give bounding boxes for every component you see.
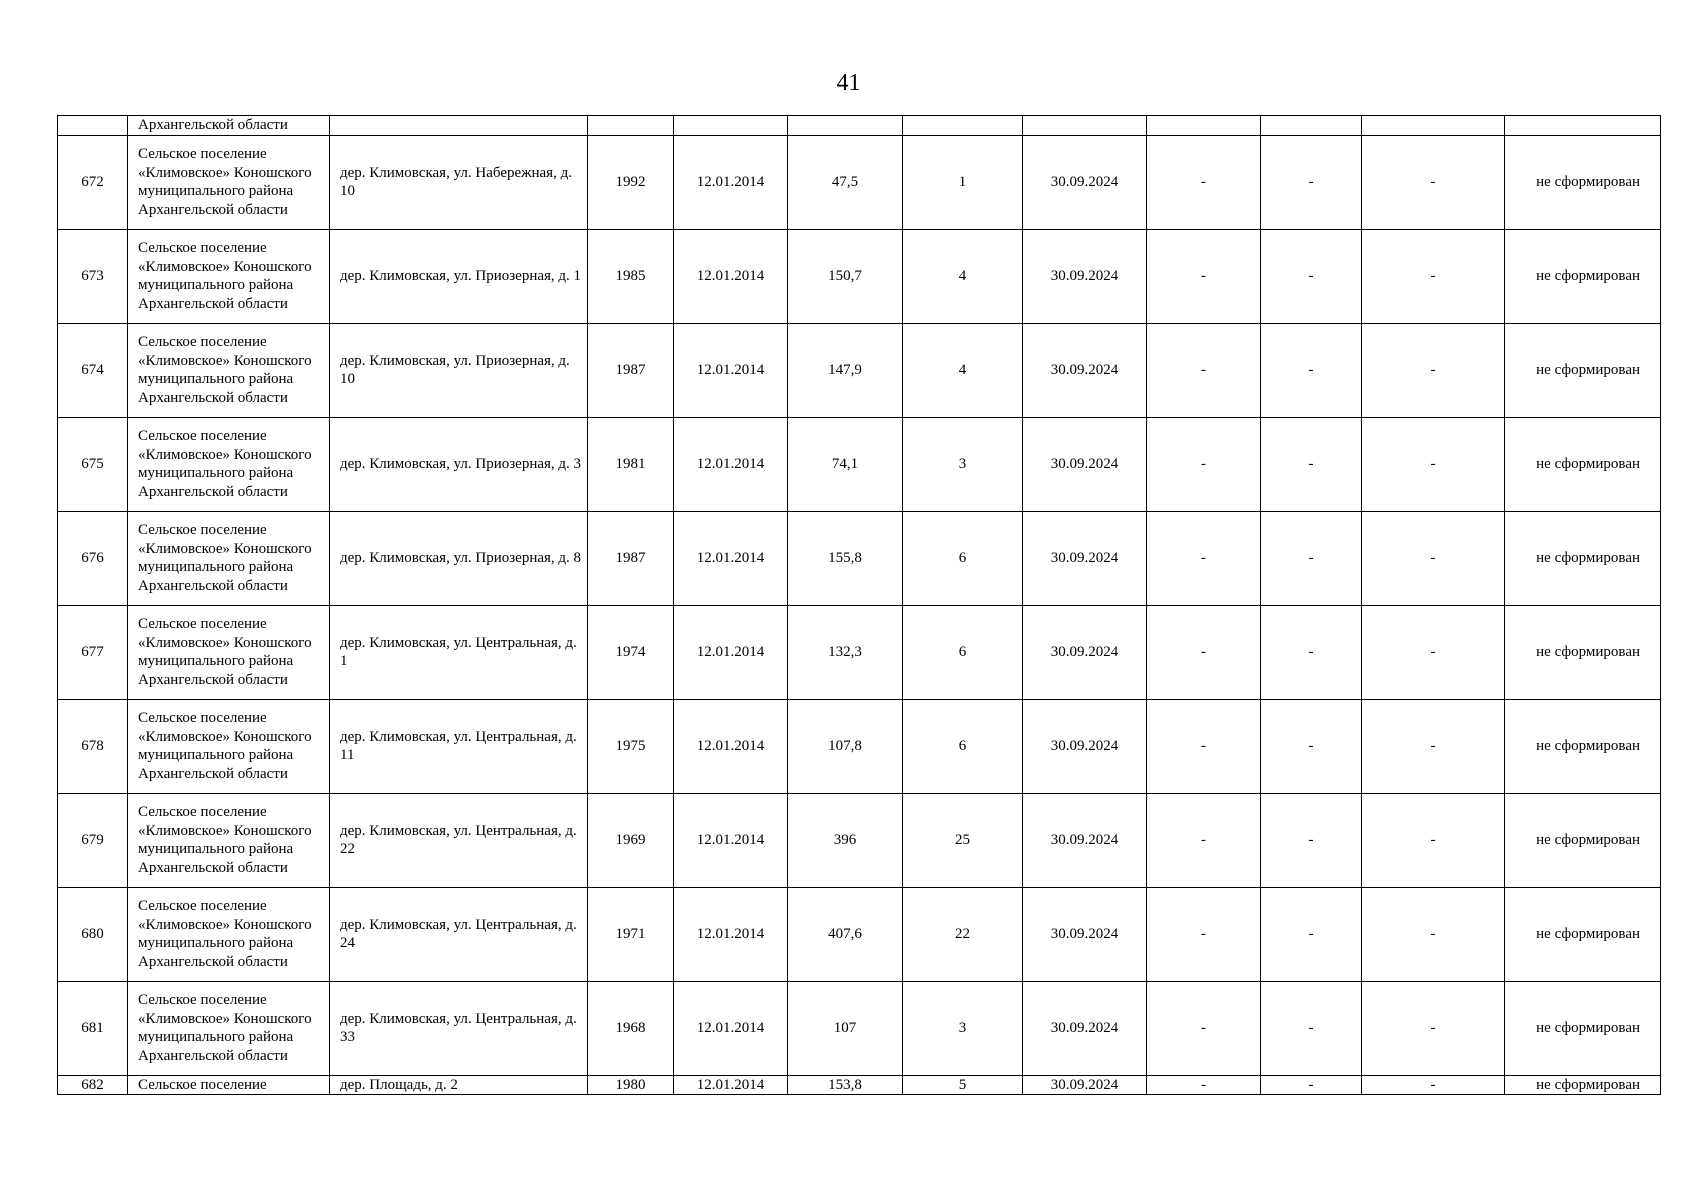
- cell-plan-date: 30.09.2024: [1023, 1075, 1147, 1095]
- table-row: [58, 417, 1661, 511]
- cell-municipality: Сельское поселение: [128, 1075, 330, 1095]
- continued-row: [58, 116, 1661, 136]
- cell-address: дер. Климовская, ул. Центральная, д. 24: [330, 887, 588, 981]
- cell-year: 1971: [588, 887, 674, 981]
- cell-col11: -: [1362, 1075, 1505, 1095]
- cell-plan-date: 30.09.2024: [1023, 793, 1147, 887]
- cell-col10: -: [1261, 699, 1362, 793]
- cell-col9: -: [1147, 699, 1261, 793]
- cell-col11: -: [1362, 323, 1505, 417]
- cell-year: 1992: [588, 135, 674, 229]
- cell-col9: -: [1147, 887, 1261, 981]
- cell-num: 676: [58, 511, 128, 605]
- cell-municipality: Сельское поселение «Климовское» Коношского муниципального района Архангельской области: [128, 323, 330, 417]
- cell-col9: -: [1147, 511, 1261, 605]
- cell-area: 132,3: [788, 605, 903, 699]
- cell-col9: -: [1147, 229, 1261, 323]
- cell-status: не сформирован: [1505, 417, 1661, 511]
- cell-col10: -: [1261, 981, 1362, 1075]
- cell-col9: -: [1147, 793, 1261, 887]
- cell-address: дер. Климовская, ул. Приозерная, д. 8: [330, 511, 588, 605]
- cell-address: дер. Климовская, ул. Центральная, д. 33: [330, 981, 588, 1075]
- cell-residents: 3: [903, 981, 1023, 1075]
- cell-col9: -: [1147, 135, 1261, 229]
- cell-residents: 6: [903, 699, 1023, 793]
- table-row: [58, 511, 1661, 605]
- cell-date: 12.01.2014: [674, 417, 788, 511]
- cell-residents: 3: [903, 417, 1023, 511]
- cell-col9: -: [1147, 417, 1261, 511]
- cell-area: 396: [788, 793, 903, 887]
- cell-year: 1969: [588, 793, 674, 887]
- cell-col10: -: [1261, 605, 1362, 699]
- cell-municipality: Сельское поселение «Климовское» Коношского муниципального района Архангельской области: [128, 135, 330, 229]
- table-row: [58, 887, 1661, 981]
- cell-address: дер. Площадь, д. 2: [330, 1075, 588, 1095]
- cell-year: 1974: [588, 605, 674, 699]
- cell-date: 12.01.2014: [674, 323, 788, 417]
- cell-municipality: Сельское поселение «Климовское» Коношского муниципального района Архангельской области: [128, 793, 330, 887]
- cell-municipality: Сельское поселение «Климовское» Коношского муниципального района Архангельской области: [128, 229, 330, 323]
- cell-num: [58, 116, 128, 136]
- table-row: [58, 135, 1661, 229]
- cell-area: 147,9: [788, 323, 903, 417]
- cell-year: 1968: [588, 981, 674, 1075]
- cell-col11: -: [1362, 135, 1505, 229]
- cell-num: 679: [58, 793, 128, 887]
- cell-col10: -: [1261, 323, 1362, 417]
- cell-year: 1975: [588, 699, 674, 793]
- table-row: [58, 1075, 1661, 1095]
- cell-address: дер. Климовская, ул. Приозерная, д. 10: [330, 323, 588, 417]
- cell-area: 153,8: [788, 1075, 903, 1095]
- cell-status: не сформирован: [1505, 605, 1661, 699]
- cell-status: не сформирован: [1505, 699, 1661, 793]
- cell-year: 1985: [588, 229, 674, 323]
- cell-municipality: Сельское поселение «Климовское» Коношского муниципального района Архангельской области: [128, 981, 330, 1075]
- cell-col11: -: [1362, 229, 1505, 323]
- cell-plan-date: 30.09.2024: [1023, 229, 1147, 323]
- cell-municipality: Сельское поселение «Климовское» Коношского муниципального района Архангельской области: [128, 511, 330, 605]
- cell-status: не сформирован: [1505, 135, 1661, 229]
- cell-num: 678: [58, 699, 128, 793]
- cell-status: не сформирован: [1505, 511, 1661, 605]
- table-row: [58, 793, 1661, 887]
- cell-col10: -: [1261, 1075, 1362, 1095]
- cell-residents: 4: [903, 229, 1023, 323]
- cell-area: 74,1: [788, 417, 903, 511]
- cell-num: 681: [58, 981, 128, 1075]
- table-row: [58, 229, 1661, 323]
- cell-col11: -: [1362, 981, 1505, 1075]
- cell-area: 47,5: [788, 135, 903, 229]
- cell-status: не сформирован: [1505, 887, 1661, 981]
- cell-residents: 5: [903, 1075, 1023, 1095]
- cell-plan-date: 30.09.2024: [1023, 511, 1147, 605]
- cell-plan-date: 30.09.2024: [1023, 981, 1147, 1075]
- cell-date: 12.01.2014: [674, 699, 788, 793]
- cell-num: 682: [58, 1075, 128, 1095]
- cell-address: дер. Климовская, ул. Центральная, д. 22: [330, 793, 588, 887]
- cell-plan-date: 30.09.2024: [1023, 699, 1147, 793]
- cell-address: дер. Климовская, ул. Центральная, д. 1: [330, 605, 588, 699]
- cell-address: дер. Климовская, ул. Приозерная, д. 1: [330, 229, 588, 323]
- cell-residents: 25: [903, 793, 1023, 887]
- cell-residents: 6: [903, 511, 1023, 605]
- table-row: [58, 323, 1661, 417]
- cell-date: 12.01.2014: [674, 511, 788, 605]
- cell-col10: -: [1261, 229, 1362, 323]
- cell-plan-date: 30.09.2024: [1023, 135, 1147, 229]
- cell-area: 107,8: [788, 699, 903, 793]
- cell-col9: -: [1147, 1075, 1261, 1095]
- cell-num: 675: [58, 417, 128, 511]
- cell-col11: -: [1362, 605, 1505, 699]
- table-row: [58, 605, 1661, 699]
- cell-residents: 1: [903, 135, 1023, 229]
- table-row: [58, 699, 1661, 793]
- cell-col10: -: [1261, 887, 1362, 981]
- cell-col11: -: [1362, 699, 1505, 793]
- cell-municipality: Сельское поселение «Климовское» Коношского муниципального района Архангельской области: [128, 417, 330, 511]
- cell-status: не сформирован: [1505, 981, 1661, 1075]
- cell-col10: -: [1261, 511, 1362, 605]
- cell-col10: -: [1261, 417, 1362, 511]
- housing-registry-table: [57, 115, 1661, 1095]
- cell-year: 1981: [588, 417, 674, 511]
- cell-plan-date: 30.09.2024: [1023, 605, 1147, 699]
- cell-plan-date: 30.09.2024: [1023, 323, 1147, 417]
- cell-date: 12.01.2014: [674, 887, 788, 981]
- cell-col9: -: [1147, 981, 1261, 1075]
- cell-num: 674: [58, 323, 128, 417]
- cell-municipality: Архангельской области: [128, 116, 330, 136]
- page-number: 41: [836, 70, 861, 96]
- cell-date: 12.01.2014: [674, 605, 788, 699]
- cell-num: 677: [58, 605, 128, 699]
- table-row: [58, 981, 1661, 1075]
- cell-status: не сформирован: [1505, 229, 1661, 323]
- cell-area: 407,6: [788, 887, 903, 981]
- cell-col11: -: [1362, 417, 1505, 511]
- cell-municipality: Сельское поселение «Климовское» Коношского муниципального района Архангельской области: [128, 887, 330, 981]
- cell-col11: -: [1362, 887, 1505, 981]
- cell-municipality: Сельское поселение «Климовское» Коношского муниципального района Архангельской области: [128, 699, 330, 793]
- cell-col11: -: [1362, 793, 1505, 887]
- cell-status: не сформирован: [1505, 793, 1661, 887]
- cell-date: 12.01.2014: [674, 1075, 788, 1095]
- cell-year: 1987: [588, 511, 674, 605]
- cell-col10: -: [1261, 135, 1362, 229]
- cell-date: 12.01.2014: [674, 229, 788, 323]
- cell-status: не сформирован: [1505, 323, 1661, 417]
- cell-plan-date: 30.09.2024: [1023, 887, 1147, 981]
- cell-col11: -: [1362, 511, 1505, 605]
- cell-date: 12.01.2014: [674, 793, 788, 887]
- cell-date: 12.01.2014: [674, 981, 788, 1075]
- cell-plan-date: 30.09.2024: [1023, 417, 1147, 511]
- cell-area: 155,8: [788, 511, 903, 605]
- cell-date: 12.01.2014: [674, 135, 788, 229]
- cell-col10: -: [1261, 793, 1362, 887]
- cell-num: 680: [58, 887, 128, 981]
- cell-municipality: Сельское поселение «Климовское» Коношского муниципального района Архангельской области: [128, 605, 330, 699]
- cell-residents: 6: [903, 605, 1023, 699]
- cell-residents: 4: [903, 323, 1023, 417]
- cell-col9: -: [1147, 605, 1261, 699]
- cell-address: дер. Климовская, ул. Центральная, д. 11: [330, 699, 588, 793]
- cell-status: не сформирован: [1505, 1075, 1661, 1095]
- cell-area: 107: [788, 981, 903, 1075]
- cell-year: 1980: [588, 1075, 674, 1095]
- cell-num: 673: [58, 229, 128, 323]
- cell-address: дер. Климовская, ул. Набережная, д. 10: [330, 135, 588, 229]
- cell-num: 672: [58, 135, 128, 229]
- cell-year: 1987: [588, 323, 674, 417]
- cell-residents: 22: [903, 887, 1023, 981]
- cell-area: 150,7: [788, 229, 903, 323]
- cell-col9: -: [1147, 323, 1261, 417]
- cell-address: дер. Климовская, ул. Приозерная, д. 3: [330, 417, 588, 511]
